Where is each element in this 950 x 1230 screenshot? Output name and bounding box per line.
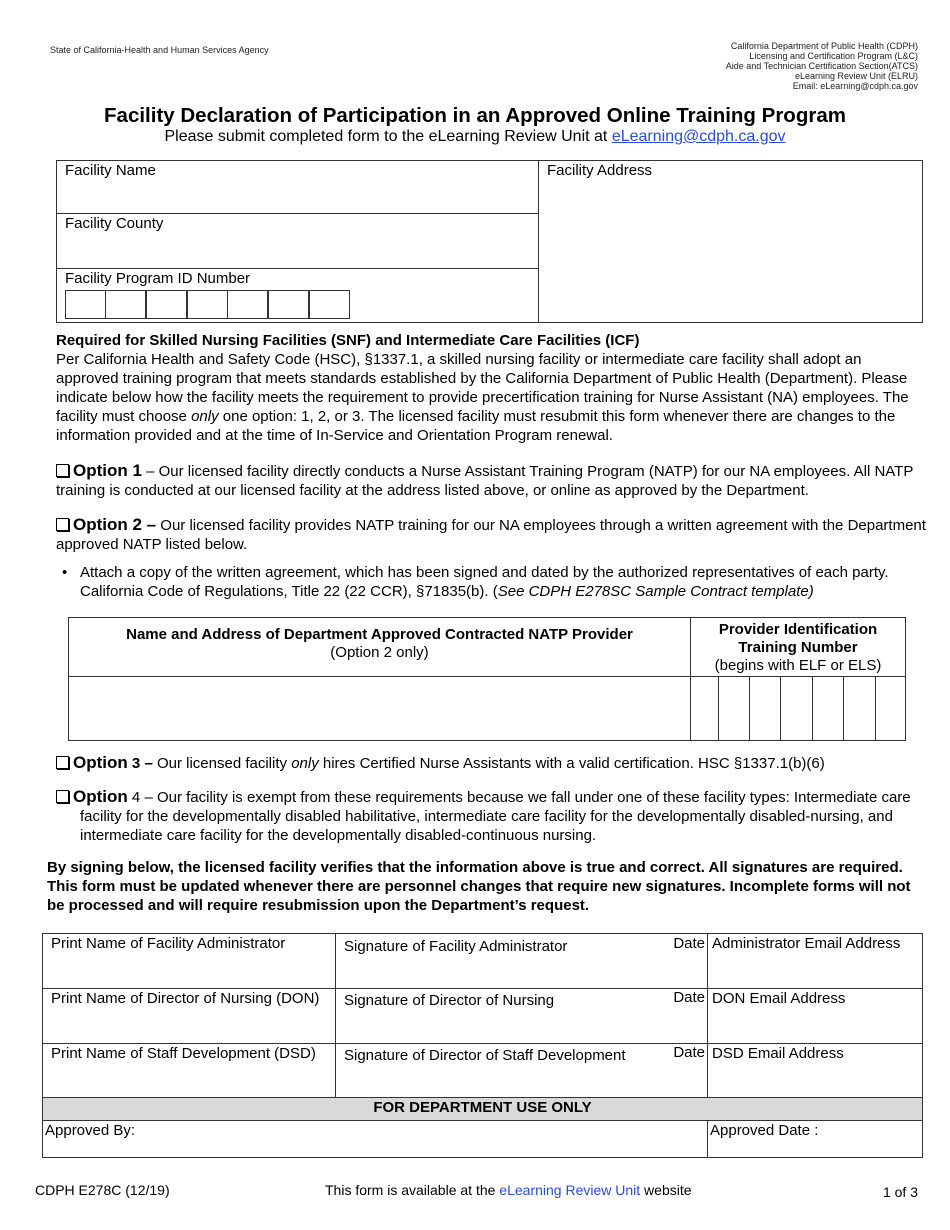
option-3-checkbox[interactable] bbox=[56, 756, 69, 769]
dsd-name-field[interactable] bbox=[42, 1043, 336, 1098]
provider-id-box[interactable] bbox=[718, 676, 749, 740]
department-info bbox=[726, 41, 918, 91]
facility-name-label: Facility Name bbox=[65, 162, 156, 179]
form-subtitle bbox=[0, 128, 950, 146]
natp-col2-title: Provider Identification Training Number bbox=[718, 621, 878, 656]
approved-date-label: Approved Date : bbox=[710, 1122, 819, 1139]
dept-line: California Department of Public Health (CDPH) bbox=[730, 41, 918, 51]
dsd-signature-field[interactable] bbox=[335, 1043, 708, 1098]
don-email-field[interactable] bbox=[707, 988, 923, 1044]
facility-name-field[interactable] bbox=[56, 160, 539, 214]
option-1-label: Option 1 bbox=[73, 461, 142, 480]
footer-text: This form is available at the bbox=[325, 1182, 500, 1198]
option-3-label: Option bbox=[73, 753, 128, 772]
elearning-review-unit-link[interactable]: eLearning Review Unit bbox=[499, 1182, 641, 1198]
approved-by-field bbox=[42, 1120, 708, 1158]
approved-by-label: Approved By: bbox=[45, 1122, 136, 1139]
facility-county-label: Facility County bbox=[65, 215, 164, 232]
option-3-text: Our licensed facility bbox=[152, 755, 292, 772]
option-2-text: Our licensed facility provides NATP training for our NA employees through a written agreement with the Department approved NATP listed below. bbox=[56, 517, 926, 553]
don-date-label: Date bbox=[673, 989, 705, 1006]
subtitle-text: Please submit completed form to the eLearning Review Unit at bbox=[164, 128, 612, 145]
dsd-signature-label: Signature of Director of Staff Development bbox=[344, 1047, 626, 1064]
bullet-text: Attach a copy of the written agreement, which has been signed and dated by the authorized representatives of each party. California Code of Regulations, Title 22 (22 CCR), §71835(b). ( bbox=[80, 564, 889, 600]
option-1-text: – Our licensed facility directly conducts a Nurse Assistant Training Program (NATP) for our NA employees. All NATP training is conducted at our licensed facility at the address listed above, or online as approved by the Department. bbox=[56, 463, 914, 499]
req-text-2: one option: 1, 2, or 3. The licensed facility must resubmit this form whenever there are changes to the information provided and at the time of In-Service and Orientation Program renewal. bbox=[56, 408, 896, 444]
facility-county-field[interactable] bbox=[56, 213, 539, 269]
provider-id-box[interactable] bbox=[843, 676, 874, 740]
provider-id-box[interactable] bbox=[875, 676, 906, 740]
id-digit-box[interactable] bbox=[227, 290, 268, 319]
provider-id-header bbox=[690, 617, 906, 677]
req-text-1: Per California Health and Safety Code (HSC), §1337.1, a skilled nursing facility or intermediate care facility shall adopt an approved training program that meets standards established by the California Department of Public Health (Department). Please indicate below how the facility meets the requirement to provide precertification training for Nurse Assistant (NA) employees. The facility must choose bbox=[56, 351, 909, 425]
admin-name-label: Print Name of Facility Administrator bbox=[51, 935, 286, 952]
attachment-bullet bbox=[62, 563, 940, 601]
footer-availability bbox=[325, 1182, 692, 1198]
dsd-email-field[interactable] bbox=[707, 1043, 923, 1098]
id-digit-box[interactable] bbox=[309, 290, 350, 319]
option-4-text: 4 – Our facility is exempt from these requirements because we fall under one of these facility types: Intermediate care facility for the developmentally disabled habilitative, intermediate care facility for the developmentally disabled-nursing, and intermediate care facility for the developmentally disabled-continuous nursing. bbox=[80, 789, 911, 844]
natp-provider-header bbox=[68, 617, 691, 677]
admin-date-label: Date bbox=[673, 935, 705, 952]
natp-col1-sub: (Option 2 only) bbox=[330, 644, 429, 661]
admin-email-label: Administrator Email Address bbox=[712, 935, 901, 952]
bullet-icon: • bbox=[62, 564, 68, 581]
option-3-em: only bbox=[291, 755, 319, 772]
natp-col1-title: Name and Address of Department Approved Contracted NATP Provider bbox=[126, 626, 633, 643]
option-4 bbox=[56, 787, 940, 845]
id-digit-box[interactable] bbox=[146, 290, 187, 319]
provider-id-box[interactable] bbox=[749, 676, 780, 740]
admin-signature-field[interactable] bbox=[335, 933, 708, 989]
dept-line: eLearning Review Unit (ELRU) bbox=[794, 71, 918, 81]
don-signature-field[interactable] bbox=[335, 988, 708, 1044]
don-name-label: Print Name of Director of Nursing (DON) bbox=[51, 990, 320, 1007]
admin-email-field[interactable] bbox=[707, 933, 923, 989]
id-digit-box[interactable] bbox=[65, 290, 106, 319]
option-4-checkbox[interactable] bbox=[56, 790, 69, 803]
id-digit-box[interactable] bbox=[187, 290, 228, 319]
admin-signature-label: Signature of Facility Administrator bbox=[344, 938, 568, 955]
don-name-field[interactable] bbox=[42, 988, 336, 1044]
facility-id-label: Facility Program ID Number bbox=[65, 270, 251, 287]
signing-statement: By signing below, the licensed facility verifies that the information above is true and correct. All signatures are required. This form must be updated whenever there are personnel changes that require new signatures. Incomplete forms will not be processed and will require resubmission upon the Department’s request. bbox=[47, 859, 911, 914]
provider-id-box[interactable] bbox=[780, 676, 811, 740]
req-em: only bbox=[191, 408, 219, 425]
page-number: 1 of 3 bbox=[882, 1184, 918, 1200]
requirements-text bbox=[56, 350, 926, 445]
department-use-heading: FOR DEPARTMENT USE ONLY bbox=[42, 1097, 923, 1121]
dsd-email-label: DSD Email Address bbox=[712, 1045, 844, 1062]
option-2-label: Option 2 – bbox=[73, 515, 157, 534]
requirements-section bbox=[56, 331, 926, 445]
don-signature-label: Signature of Director of Nursing bbox=[344, 992, 555, 1009]
approved-date-field bbox=[707, 1120, 923, 1158]
dsd-name-label: Print Name of Staff Development (DSD) bbox=[51, 1045, 316, 1062]
option-3-num: 3 – bbox=[127, 755, 153, 772]
dsd-date-label: Date bbox=[673, 1044, 705, 1061]
facility-address-label: Facility Address bbox=[547, 162, 653, 179]
id-digit-box[interactable] bbox=[268, 290, 309, 319]
form-title: Facility Declaration of Participation in an Approved Online Training Program bbox=[104, 104, 846, 127]
footer-text-end: website bbox=[640, 1182, 692, 1198]
option-2-checkbox[interactable] bbox=[56, 518, 69, 531]
option-3 bbox=[56, 753, 926, 773]
requirements-heading: Required for Skilled Nursing Facilities (SNF) and Intermediate Care Facilities (ICF) bbox=[56, 332, 640, 349]
form-id: CDPH E278C (12/19) bbox=[35, 1182, 170, 1198]
option-3-text2: hires Certified Nurse Assistants with a valid certification. HSC §1337.1(b)(6) bbox=[318, 755, 825, 772]
option-1-checkbox[interactable] bbox=[56, 464, 69, 477]
admin-name-field[interactable] bbox=[42, 933, 336, 989]
dept-line: Aide and Technician Certification Section(ATCS) bbox=[725, 61, 918, 71]
facility-address-field[interactable] bbox=[538, 160, 923, 323]
agency-name: State of California-Health and Human Services Agency bbox=[50, 45, 269, 55]
provider-id-box[interactable] bbox=[812, 676, 843, 740]
dept-line: Licensing and Certification Program (L&C) bbox=[749, 51, 918, 61]
bullet-em: See CDPH E278SC Sample Contract template) bbox=[497, 583, 814, 600]
natp-col2-sub: (begins with ELF or ELS) bbox=[714, 657, 882, 674]
option-2 bbox=[56, 515, 926, 554]
option-4-label: Option bbox=[73, 787, 128, 806]
id-digit-box[interactable] bbox=[105, 290, 146, 319]
email-link[interactable]: eLearning@cdph.ca.gov bbox=[611, 128, 786, 145]
natp-provider-field[interactable] bbox=[68, 676, 691, 741]
option-1 bbox=[56, 461, 926, 500]
don-email-label: DON Email Address bbox=[712, 990, 846, 1007]
dept-line: Email: eLearning@cdph.ca.gov bbox=[792, 81, 918, 91]
